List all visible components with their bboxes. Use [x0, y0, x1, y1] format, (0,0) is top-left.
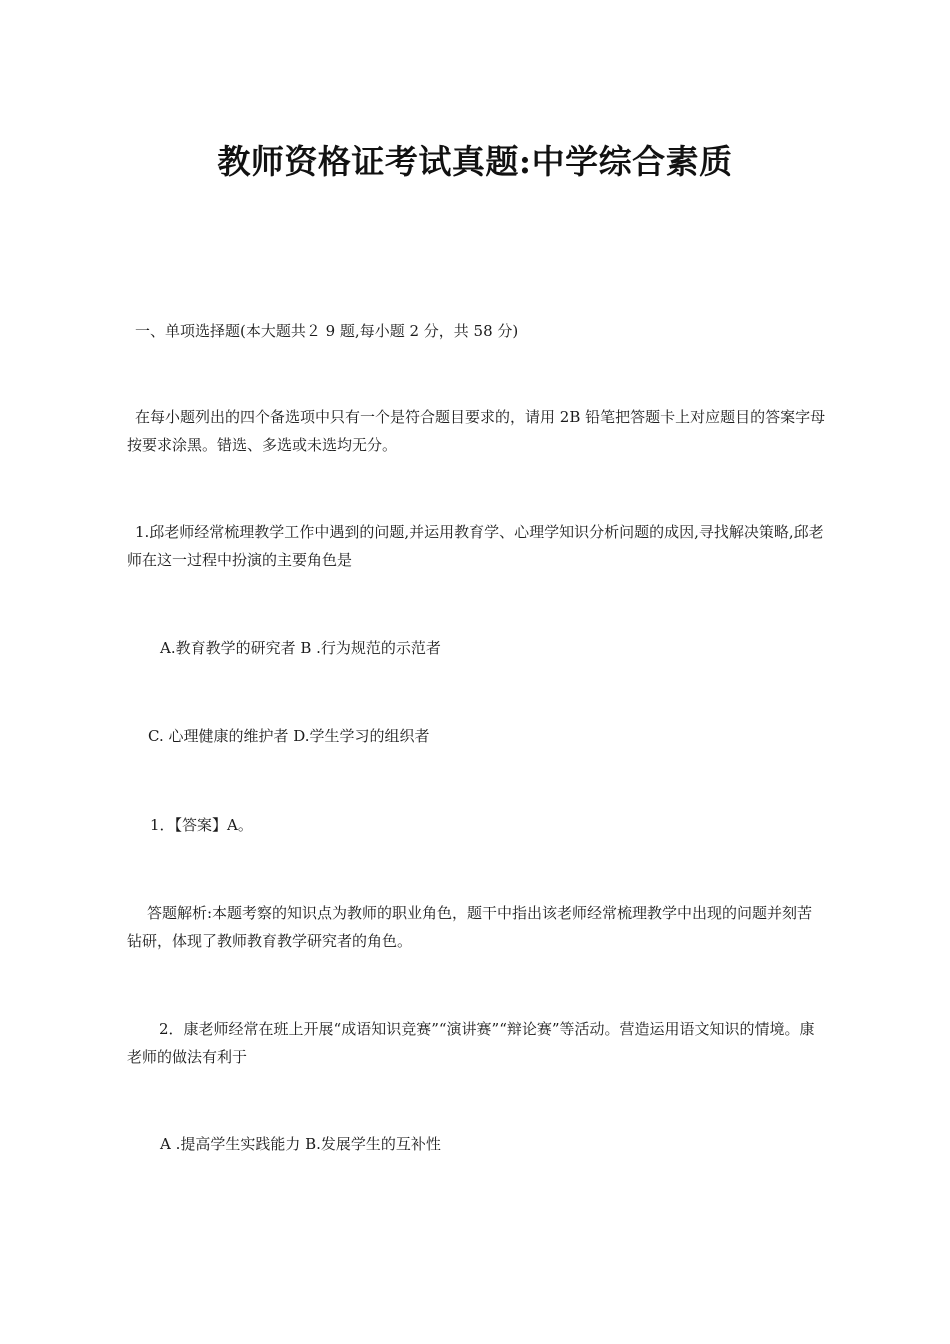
question-1-answer: 1．【答案】A。: [150, 816, 253, 834]
document-title: 教师资格证考试真题:中学综合素质: [217, 142, 733, 181]
question-1-options-line-2: C. 心理健康的维护者 D.学生学习的组织者: [148, 727, 430, 745]
question-2-stem: 2．康老师经常在班上开展“成语知识竞赛”“演讲赛”“辩论赛”等活动。营造运用语文知识的情境。康老师的做法有利于: [127, 1020, 815, 1066]
question-1-options-line-1: A.教育教学的研究者 B .行为规范的示范者: [160, 639, 441, 657]
section-heading: 一、单项选择题(本大题共２ 9 题,每小题 2 分，共 58 分): [135, 322, 519, 340]
question-2-options-line-1: A .提高学生实践能力 B.发展学生的互补性: [160, 1135, 441, 1153]
instructions-paragraph: 在每小题列出的四个备选项中只有一个是符合题目要求的，请用 2B 铅笔把答题卡上对应题目的答案字母按要求涂黑。错选、多选或未选均无分。: [127, 408, 826, 454]
question-1-analysis: 答题解析:本题考察的知识点为教师的职业角色，题干中指出该老师经常梳理教学中出现的问题并刻苦钻研，体现了教师教育教学研究者的角色。: [127, 904, 813, 950]
question-1-stem: 1.邱老师经常梳理教学工作中遇到的问题,并运用教育学、心理学知识分析问题的成因,寻找解决策略,邱老师在这一过程中扮演的主要角色是: [127, 523, 824, 569]
